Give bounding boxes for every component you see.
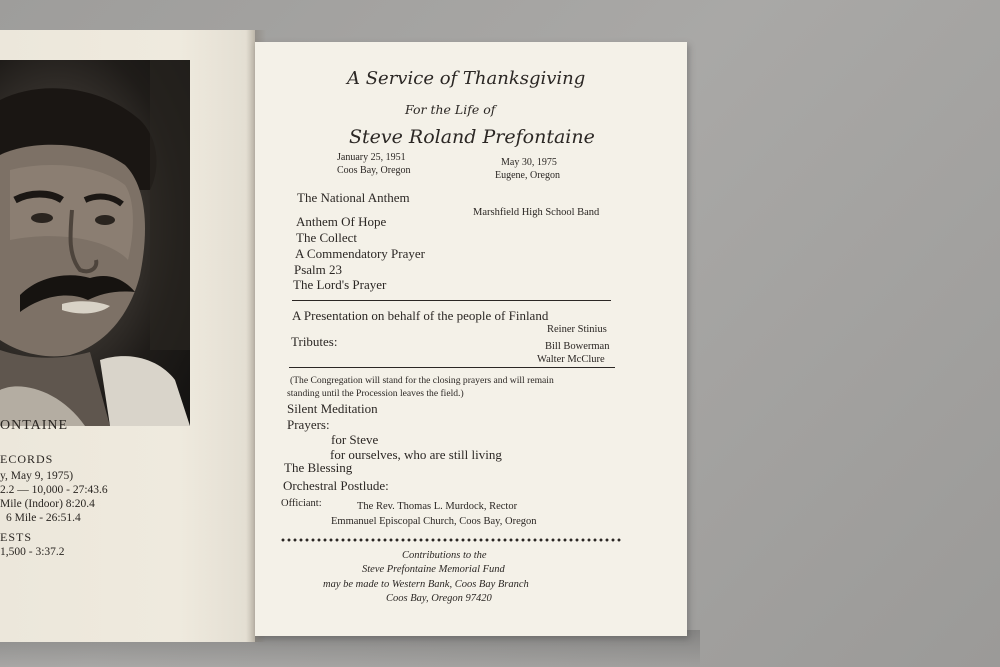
divider [289, 367, 615, 368]
prayer-item: for ourselves, who are still living [330, 447, 502, 462]
program-item: The Lord's Prayer [293, 277, 387, 292]
tribute-speaker: Bill Bowerman [545, 341, 610, 352]
contributions-line: may be made to Western Bank, Coos Bay Branch [323, 579, 529, 590]
silent-meditation: Silent Meditation [287, 401, 378, 416]
blessing: The Blessing [284, 460, 353, 475]
record-line: 6 Mile - 26:51.4 [6, 512, 81, 524]
officiant-label: Officiant: [281, 498, 322, 509]
death-place: Eugene, Oregon [495, 170, 560, 181]
birth-place: Coos Bay, Oregon [337, 165, 411, 176]
service-title: A Service of Thanksgiving [347, 68, 586, 89]
portrait-photo [0, 60, 190, 426]
congregation-note: standing until the Procession leaves the field.) [287, 388, 464, 399]
service-subtitle: For the Life of [405, 102, 496, 117]
record-line: 2.2 — 10,000 - 27:43.6 [0, 484, 108, 496]
record-line: y, May 9, 1975) [0, 470, 74, 482]
divider [292, 300, 611, 301]
presenter-name: Reiner Stinius [547, 324, 607, 335]
birth-date: January 25, 1951 [337, 152, 406, 163]
program-item: The Collect [296, 230, 358, 245]
program-page [255, 42, 687, 636]
honoree-name: Steve Roland Prefontaine [349, 126, 595, 148]
records-heading: ECORDS [0, 452, 54, 466]
bests-line: 1,500 - 3:37.2 [0, 546, 65, 558]
left-page [0, 30, 255, 642]
contributions-line: Coos Bay, Oregon 97420 [386, 593, 492, 604]
congregation-note: (The Congregation will stand for the closing prayers and will remain [290, 375, 554, 386]
national-anthem: The National Anthem [297, 190, 410, 205]
record-line: Mile (Indoor) 8:20.4 [0, 498, 95, 510]
dotted-rule [280, 537, 622, 543]
bests-heading: ESTS [0, 530, 33, 544]
contributions-line: Steve Prefontaine Memorial Fund [362, 564, 505, 575]
band-name: Marshfield High School Band [473, 207, 600, 218]
orchestral-postlude: Orchestral Postlude: [283, 478, 389, 493]
program-item: Psalm 23 [294, 262, 343, 277]
tribute-speaker: Walter McClure [537, 354, 605, 365]
tributes-label: Tributes: [291, 334, 338, 349]
presentation-line: A Presentation on behalf of the people of Finland [292, 308, 549, 323]
prayers-label: Prayers: [287, 417, 330, 432]
program-item: A Commendatory Prayer [295, 246, 425, 261]
officiant-name: The Rev. Thomas L. Murdock, Rector [357, 501, 518, 512]
prayer-item: for Steve [331, 432, 379, 447]
program-item: Anthem Of Hope [296, 214, 387, 229]
death-date: May 30, 1975 [501, 157, 557, 168]
name-fragment: ONTAINE [0, 418, 69, 433]
contributions-line: Contributions to the [402, 550, 487, 561]
officiant-church: Emmanuel Episcopal Church, Coos Bay, Oregon [331, 516, 537, 527]
